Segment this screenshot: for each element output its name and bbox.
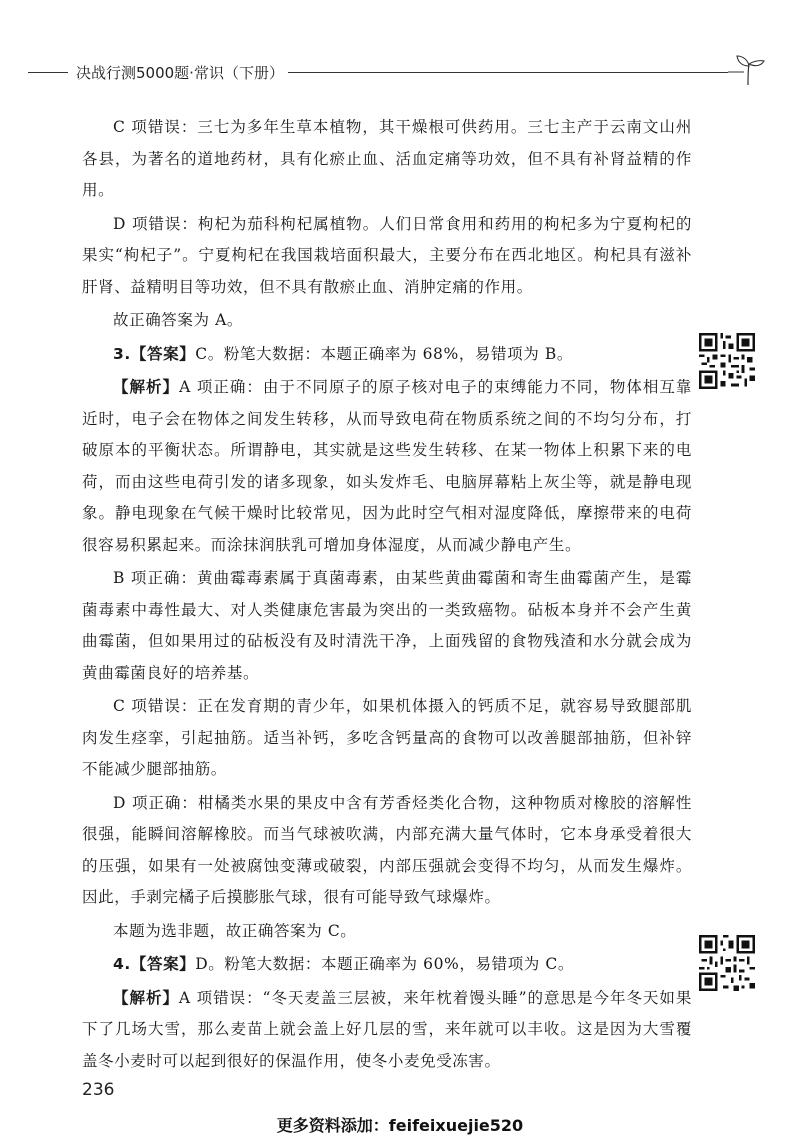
para-text: C 项错误：正在发育期的青少年，如果机体摄入的钙质不足，就容易导致腿部肌肉发生痉挛，引起抽筋。适当补钙，多吃含钙量高的食物可以改善腿部抽筋，但补锌不能减少腿部抽筋。 — [82, 697, 692, 778]
book-title: 决战行测5000题·常识（下册） — [76, 64, 284, 82]
qr-code-icon[interactable] — [699, 333, 755, 389]
paragraph-answer-c — [82, 916, 692, 948]
question-3-answer — [82, 339, 692, 371]
para-text: A 项正确：由于不同原子的原子核对电子的束缚能力不同，物体相互靠近时，电子会在物体之间发生转移，从而导致电荷在物质系统之间的不均匀分布，打破原本的平衡状态。所谓静电，其实就是这些发生转移、在某一物体上积累下来的电荷，而由这些电荷引发的诸多现象，如头发炸毛、电脑屏幕粘上灰尘等，就是静电现象。静电现象在气候干燥时比较常见，因为此时空气相对湿度降低，摩擦带来的电荷很容易积累起来。而涂抹润肤乳可增加身体湿度，从而减少静电产生。 — [82, 378, 693, 554]
para-text: D 项正确：柑橘类水果的果皮中含有芳香烃类化合物，这种物质对橡胶的溶解性很强，能瞬间溶解橡胶。而当气球被吹满，内部充满大量气体时，它本身承受着很大的压强，如果有一处被腐蚀变薄或破裂，内部压强就会变得不均匀，从而发生爆炸。因此，手剥完橘子后摸膨胀气球，很有可能导致气球爆炸。 — [82, 793, 692, 906]
para-text: C 项错误：三七为多年生草本植物，其干燥根可供药用。三七主产于云南文山州各县，为著名的道地药材，具有化瘀止血、活血定痛等功效，但不具有补肾益精的作用。 — [82, 118, 692, 199]
para-text: A 项错误：“冬天麦盖三层被，来年枕着馒头睡”的意思是今年冬天如果下了几场大雪，那么麦苗上就会盖上好几层的雪，来年就可以丰收。这是因为大雪覆盖冬小麦时可以起到很好的保温作用，使冬小麦免受冻害。 — [82, 988, 692, 1070]
page-number: 236 — [82, 1080, 115, 1100]
para-text: 本题为选非题，故正确答案为 C。 — [113, 921, 357, 940]
running-header — [0, 52, 800, 92]
answer-label: 3.【答案】 — [113, 344, 196, 363]
question-3-analysis — [82, 372, 692, 561]
paragraph-d-option-balloon — [82, 788, 692, 914]
page-content — [82, 112, 692, 1077]
header-rule-right — [288, 72, 728, 73]
header-rule-left — [28, 72, 68, 73]
analysis-label: 【解析】 — [113, 988, 179, 1007]
paragraph-d-option-gouqi — [82, 209, 692, 304]
paragraph-c-option-calcium — [82, 691, 692, 786]
qr-code-icon[interactable] — [699, 935, 755, 991]
answer-label: 4.【答案】 — [113, 955, 196, 973]
para-text: D 项错误：枸杞为茄科枸杞属植物。人们日常食用和药用的枸杞多为宁夏枸杞的果实“枸杞子”。宁夏枸杞在我国栽培面积最大，主要分布在西北地区。枸杞具有滋补肝肾、益精明目等功效，但不具有散瘀止血、消肿定痛的作用。 — [82, 214, 692, 296]
sprout-icon — [728, 52, 768, 86]
paragraph-c-option-sanqi — [82, 112, 692, 207]
analysis-label: 【解析】 — [113, 378, 180, 396]
paragraph-answer-a — [82, 305, 692, 337]
para-text: D。粉笔大数据：本题正确率为 60%，易错项为 C。 — [195, 955, 574, 973]
para-text: B 项正确：黄曲霉毒素属于真菌毒素，由某些黄曲霉菌和寄生曲霉菌产生，是霉菌毒素中毒性最大、对人类健康危害最为突出的一类致癌物。砧板本身并不会产生黄曲霉菌，但如果用过的砧板没有及时清洗干净，上面残留的食物残渣和水分就会成为黄曲霉菌良好的培养基。 — [82, 569, 692, 682]
para-text: C。粉笔大数据：本题正确率为 68%，易错项为 B。 — [195, 344, 573, 363]
question-4-analysis — [82, 983, 692, 1078]
question-4-answer — [82, 949, 692, 981]
footer-note: 更多资料添加：feifeixuejie520 — [276, 1116, 524, 1135]
paragraph-b-option-aflatoxin — [82, 563, 692, 689]
para-text: 故正确答案为 A。 — [113, 311, 244, 329]
